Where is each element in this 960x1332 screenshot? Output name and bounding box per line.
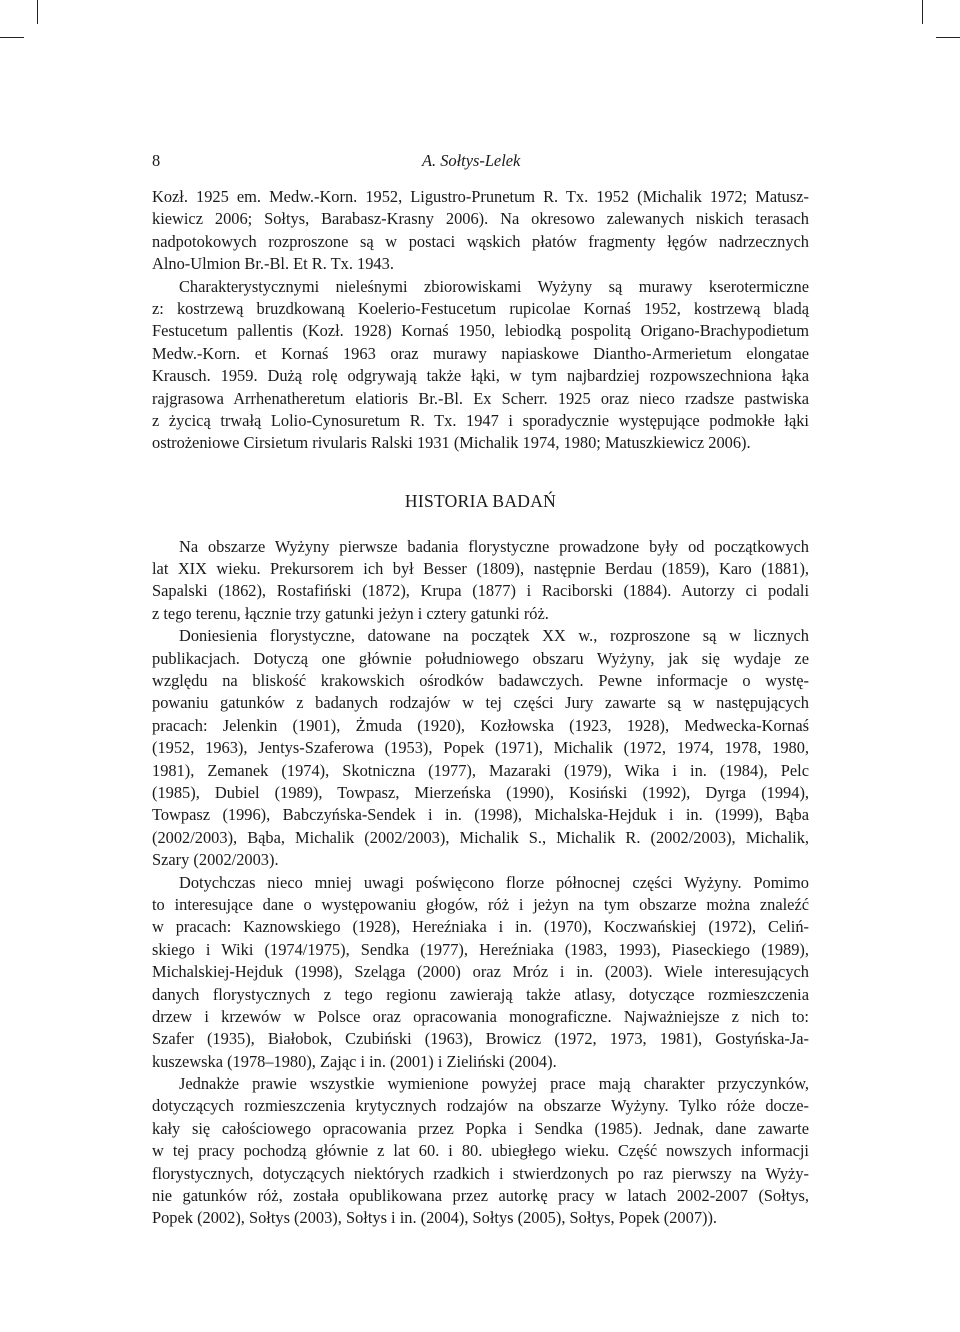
text-line: ostrożeniowe Cirsietum rivularis Ralski 1931 (Michalik 1974, 1980; Matuszkiewicz 2006). (152, 433, 751, 453)
text-line: Alno-Ulmion Br.-Bl. Et R. Tx. 1943. (152, 254, 394, 274)
text-line: w pracach: Kaznowskiego (1928), Hereźniaka i in. (1970), Koczwańskiej (1972), Celiń- (152, 917, 809, 937)
text-line: publikacjach. Dotyczą one głównie południowego obszaru Wyżyny, jak się wydaje ze (152, 648, 809, 668)
paragraph (152, 872, 809, 1074)
text-line: Kozł. 1925 em. Medw.-Korn. 1952, Ligustro-Prunetum R. Tx. 1952 (Michalik 1972; Matusz- (152, 187, 809, 206)
text-line: lat XIX wieku. Prekursorem ich był Besser (1809), następnie Berdau (1859), Karo (1881), (152, 559, 809, 579)
body-text (152, 186, 809, 1230)
text-line: Dotychczas nieco mniej uwagi poświęcono florze północnej części Wyżyny. Pomimo (179, 872, 809, 892)
page-number: 8 (152, 151, 161, 170)
text-line: to interesujące dane o występowaniu głogów, róż i jeżyn na tym obszarze można znaleźć (152, 894, 809, 914)
paragraph (152, 186, 809, 276)
text-line: (2002/2003), Bąba, Michalik (2002/2003), Michalik S., Michalik R. (2002/2003), Michalik, (152, 827, 809, 847)
text-line: nie gatunków róż, została opublikowana przez autorkę pracy w latach 2002-2007 (Sołtys, (152, 1186, 809, 1206)
text-line: kały się całościowego opracowania przez Popka i Sendka (1985). Jednak, dane zawarte (152, 1118, 809, 1138)
text-line: Sapalski (1862), Rostafiński (1872), Krupa (1877) i Raciborski (1884). Autorzy ci podali (152, 581, 809, 601)
text-line: rajgrasowa Arrhenatheretum elatioris Br.-Bl. Ex Scherr. 1925 oraz nieco rzadsze pastwiska (152, 388, 809, 408)
crop-mark (922, 0, 923, 24)
text-line: z życicą trwałą Lolio-Cynosuretum R. Tx. 1947 i sporadycznie występujące podmokłe łąki (152, 410, 809, 430)
text-line: powaniu gatunków z badanych rodzajów w tej części Jury zawarte są w następujących (152, 693, 809, 713)
text-line: Towpasz (1996), Babczyńska-Sendek i in. (1998), Michalska-Hejduk i in. (1999), Bąba (152, 805, 809, 825)
text-line: (1985), Dubiel (1989), Towpasz, Mierzeńska (1990), Kosiński (1992), Dyrga (1994), (152, 782, 809, 802)
text-line: względu na bliskość krakowskich ośrodków badawczych. Pewne informacje o wystę- (152, 671, 809, 691)
text-line: nadpotokowych rozproszone są w postaci wąskich płatów fragmenty łęgów nadrzecznych (152, 231, 809, 251)
text-line: Charakterystycznymi nieleśnymi zbiorowiskami Wyżyny są murawy kserotermiczne (179, 276, 809, 296)
text-line: kiewicz 2006; Sołtys, Barabasz-Krasny 2006). Na okresowo zalewanych niskich terasach (152, 209, 809, 229)
text-line: Michalskiej-Hejduk (1998), Szeląga (2000) oraz Mróz i in. (2003). Wiele interesujących (152, 962, 809, 982)
running-title: A. Sołtys-Lelek (422, 151, 521, 170)
paragraph (152, 1073, 809, 1230)
section-heading: HISTORIA BADAŃ (404, 490, 557, 511)
text-line: Festucetum pallentis (Kozł. 1928) Kornaś 1950, lebiodką pospolitą Origano-Brachypodietum (152, 321, 809, 341)
page-header (152, 150, 809, 172)
text-line: Doniesienia florystyczne, datowane na początek XX w., rozproszone są w licznych (179, 626, 809, 646)
text-line: w tej pracy pochodzą głównie z lat 60. i 80. ubiegłego wieku. Część nowszych informacji (152, 1141, 809, 1161)
text-line: drzew i krzewów w Polsce oraz opracowania monograficzne. Najważniejsze z nich to: (152, 1006, 809, 1026)
text-line: Medw.-Korn. et Kornaś 1963 oraz murawy napiaskowe Diantho-Armerietum elongatae (152, 343, 809, 363)
crop-mark (0, 37, 24, 38)
paragraph (152, 625, 809, 871)
text-line: dotyczących rozmieszczenia krytycznych rodzajów na obszarze Wyżyny. Tylko róże docze- (152, 1096, 809, 1116)
text-line: Szafer (1935), Białobok, Czubiński (1963), Browicz (1972, 1973, 1981), Gostyńska-Ja- (152, 1029, 809, 1049)
text-line: Popek (2002), Sołtys (2003), Sołtys i in. (2004), Sołtys (2005), Sołtys, Popek (2007)). (152, 1208, 718, 1228)
text-line: Krausch. 1959. Dużą rolę odgrywają także łąki, w tym najbardziej rozpowszechniona łąka (152, 366, 809, 386)
paragraph (152, 536, 809, 626)
text-line: danych florystycznych z tego regionu zawierają także atlasy, dotyczące rozmieszczenia (152, 984, 809, 1004)
text-line: Na obszarze Wyżyny pierwsze badania florystyczne prowadzone były od początkowych (179, 536, 809, 556)
text-line: (1952, 1963), Jentys-Szaferowa (1953), Popek (1971), Michalik (1972, 1974, 1978, 1980, (152, 738, 809, 758)
text-line: Jednakże prawie wszystkie wymienione powyżej prace mają charakter przyczynków, (179, 1074, 809, 1094)
crop-mark (936, 37, 960, 38)
text-line: florystycznych, dotyczących niektórych rzadkich i stwierdzonych po raz pierwszy na Wyży- (152, 1163, 809, 1183)
text-line: z tego terenu, łącznie trzy gatunki jeżyn i cztery gatunki róż. (152, 603, 549, 623)
text-line: Szary (2002/2003). (152, 850, 279, 870)
text-line: skiego i Wiki (1974/1975), Sendka (1977), Hereźniaka (1983, 1993), Piaseckiego (1989), (152, 939, 809, 959)
text-line: z: kostrzewą bruzdkowaną Koelerio-Festucetum rupicolae Kornaś 1952, kostrzewą bladą (152, 298, 809, 318)
paragraph (152, 276, 809, 455)
text-line: 1981), Zemanek (1974), Skotniczna (1977), Mazaraki (1979), Wika i in. (1984), Pelc (152, 760, 809, 780)
crop-mark (37, 0, 38, 24)
text-line: pracach: Jelenkin (1901), Żmuda (1920), Kozłowska (1923, 1928), Medwecka-Kornaś (152, 715, 809, 735)
text-line: kuszewska (1978–1980), Zając i in. (2001) i Zieliński (2004). (152, 1051, 557, 1071)
